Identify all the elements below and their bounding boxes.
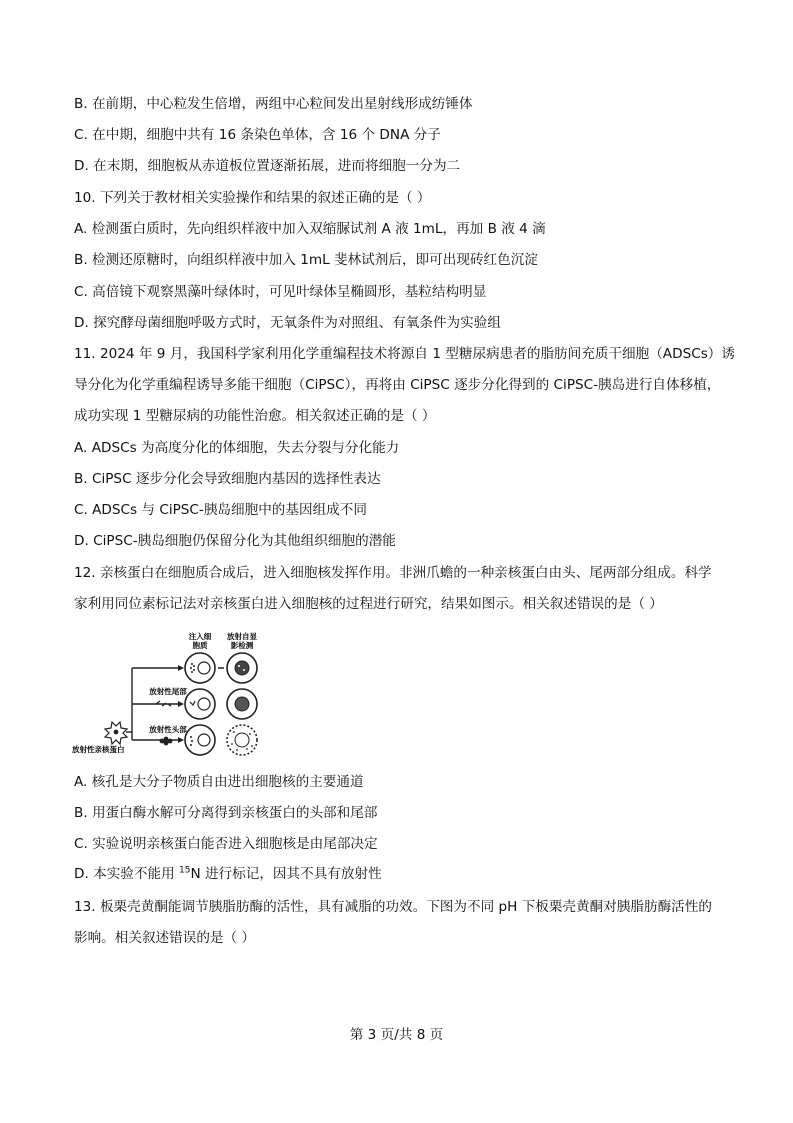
q10-option-b: B. 检测还原糖时，向组织样液中加入 1mL 斐林试剂后，即可出现砖红色沉淀 bbox=[74, 252, 538, 268]
q10-stem: 10. 下列关于教材相关实验操作和结果的叙述正确的是（ ） bbox=[74, 190, 431, 206]
isotope-superscript: 15 bbox=[179, 865, 191, 876]
fig-col1-line1: 注入细 bbox=[188, 632, 212, 641]
fig-row-tail-label: 放射性尾部 bbox=[149, 687, 187, 696]
q11-stem-line3: 成功实现 1 型糖尿病的功能性治愈。相关叙述正确的是（ ） bbox=[74, 408, 436, 424]
fig-row-whole bbox=[185, 653, 257, 683]
q12-option-a: A. 核孔是大分子物质自由进出细胞核的主要通道 bbox=[74, 774, 364, 790]
fig-col2-line2: 影检测 bbox=[230, 641, 254, 650]
q9-option-b: B. 在前期，中心粒发生倍增，两组中心粒间发出星射线形成纺锤体 bbox=[74, 96, 473, 112]
q13-stem-line2: 影响。相关叙述错误的是（ ） bbox=[74, 930, 256, 946]
q11-option-b: B. CiPSC 逐步分化会导致细胞内基因的选择性表达 bbox=[74, 471, 381, 487]
q12-option-d: D. 本实验不能用 $^{15}$N 进行标记，因其不具有放射性 bbox=[74, 865, 382, 882]
nuclear-protein-figure bbox=[72, 628, 272, 756]
fig-col1-line2: 胞质 bbox=[192, 641, 208, 650]
q10-option-d: D. 探究酵母菌细胞呼吸方式时，无氧条件为对照组、有氧条件为实验组 bbox=[74, 315, 501, 331]
q11-option-c: C. ADSCs 与 CiPSC-胰岛细胞中的基因组成不同 bbox=[74, 502, 367, 518]
fig-col2-line1: 放射自显 bbox=[227, 632, 257, 641]
q12-stem-line1: 12. 亲核蛋白在细胞质合成后，进入细胞核发挥作用。非洲爪蟾的一种亲核蛋白由头、尾两部分组成。科学 bbox=[74, 565, 712, 581]
q11-stem-line2: 导分化为化学重编程诱导多能干细胞（CiPSC），再将由 CiPSC 逐步分化得到的 CiPSC-胰岛进行自体移植， bbox=[74, 377, 721, 393]
q10-option-c: C. 高倍镜下观察黑藻叶绿体时，可见叶绿体呈椭圆形，基粒结构明显 bbox=[74, 284, 487, 300]
fig-row-head-label: 放射性头部 bbox=[149, 725, 187, 734]
q11-stem-line1: 11. 2024 年 9 月，我国科学家利用化学重编程技术将源自 1 型糖尿病患者的脂肪间充质干细胞（ADSCs）诱 bbox=[74, 346, 735, 362]
q12-option-c: C. 实验说明亲核蛋白能否进入细胞核是由尾部决定 bbox=[74, 836, 378, 852]
q9-option-c: C. 在中期，细胞中共有 16 条染色单体，含 16 个 DNA 分子 bbox=[74, 127, 441, 143]
fig-source-protein bbox=[72, 665, 184, 754]
q10-option-a: A. 检测蛋白质时，先向组织样液中加入双缩脲试剂 A 液 1mL，再加 B 液 4 滴 bbox=[74, 221, 546, 237]
fig-source-label: 放射性亲核蛋白 bbox=[72, 745, 125, 754]
q12-option-b: B. 用蛋白酶水解可分离得到亲核蛋白的头部和尾部 bbox=[74, 805, 378, 821]
page-footer: 第 3 页/共 8 页 bbox=[349, 1027, 444, 1043]
q11-option-a: A. ADSCs 为高度分化的体细胞，失去分裂与分化能力 bbox=[74, 440, 400, 456]
q9-option-d: D. 在末期，细胞板从赤道板位置逐渐拓展，进而将细胞一分为二 bbox=[74, 158, 461, 174]
q11-option-d: D. CiPSC-胰岛细胞仍保留分化为其他组织细胞的潜能 bbox=[74, 533, 396, 549]
q12-stem-line2: 家利用同位素标记法对亲核蛋白进入细胞核的过程进行研究，结果如图示。相关叙述错误的是（ ） bbox=[74, 596, 663, 612]
fig-row-tail bbox=[149, 686, 257, 719]
q13-stem-line1: 13. 板栗壳黄酮能调节胰脂肪酶的活性，具有减脂的功效。下图为不同 pH 下板栗壳黄酮对胰脂肪酶活性的 bbox=[74, 899, 712, 915]
